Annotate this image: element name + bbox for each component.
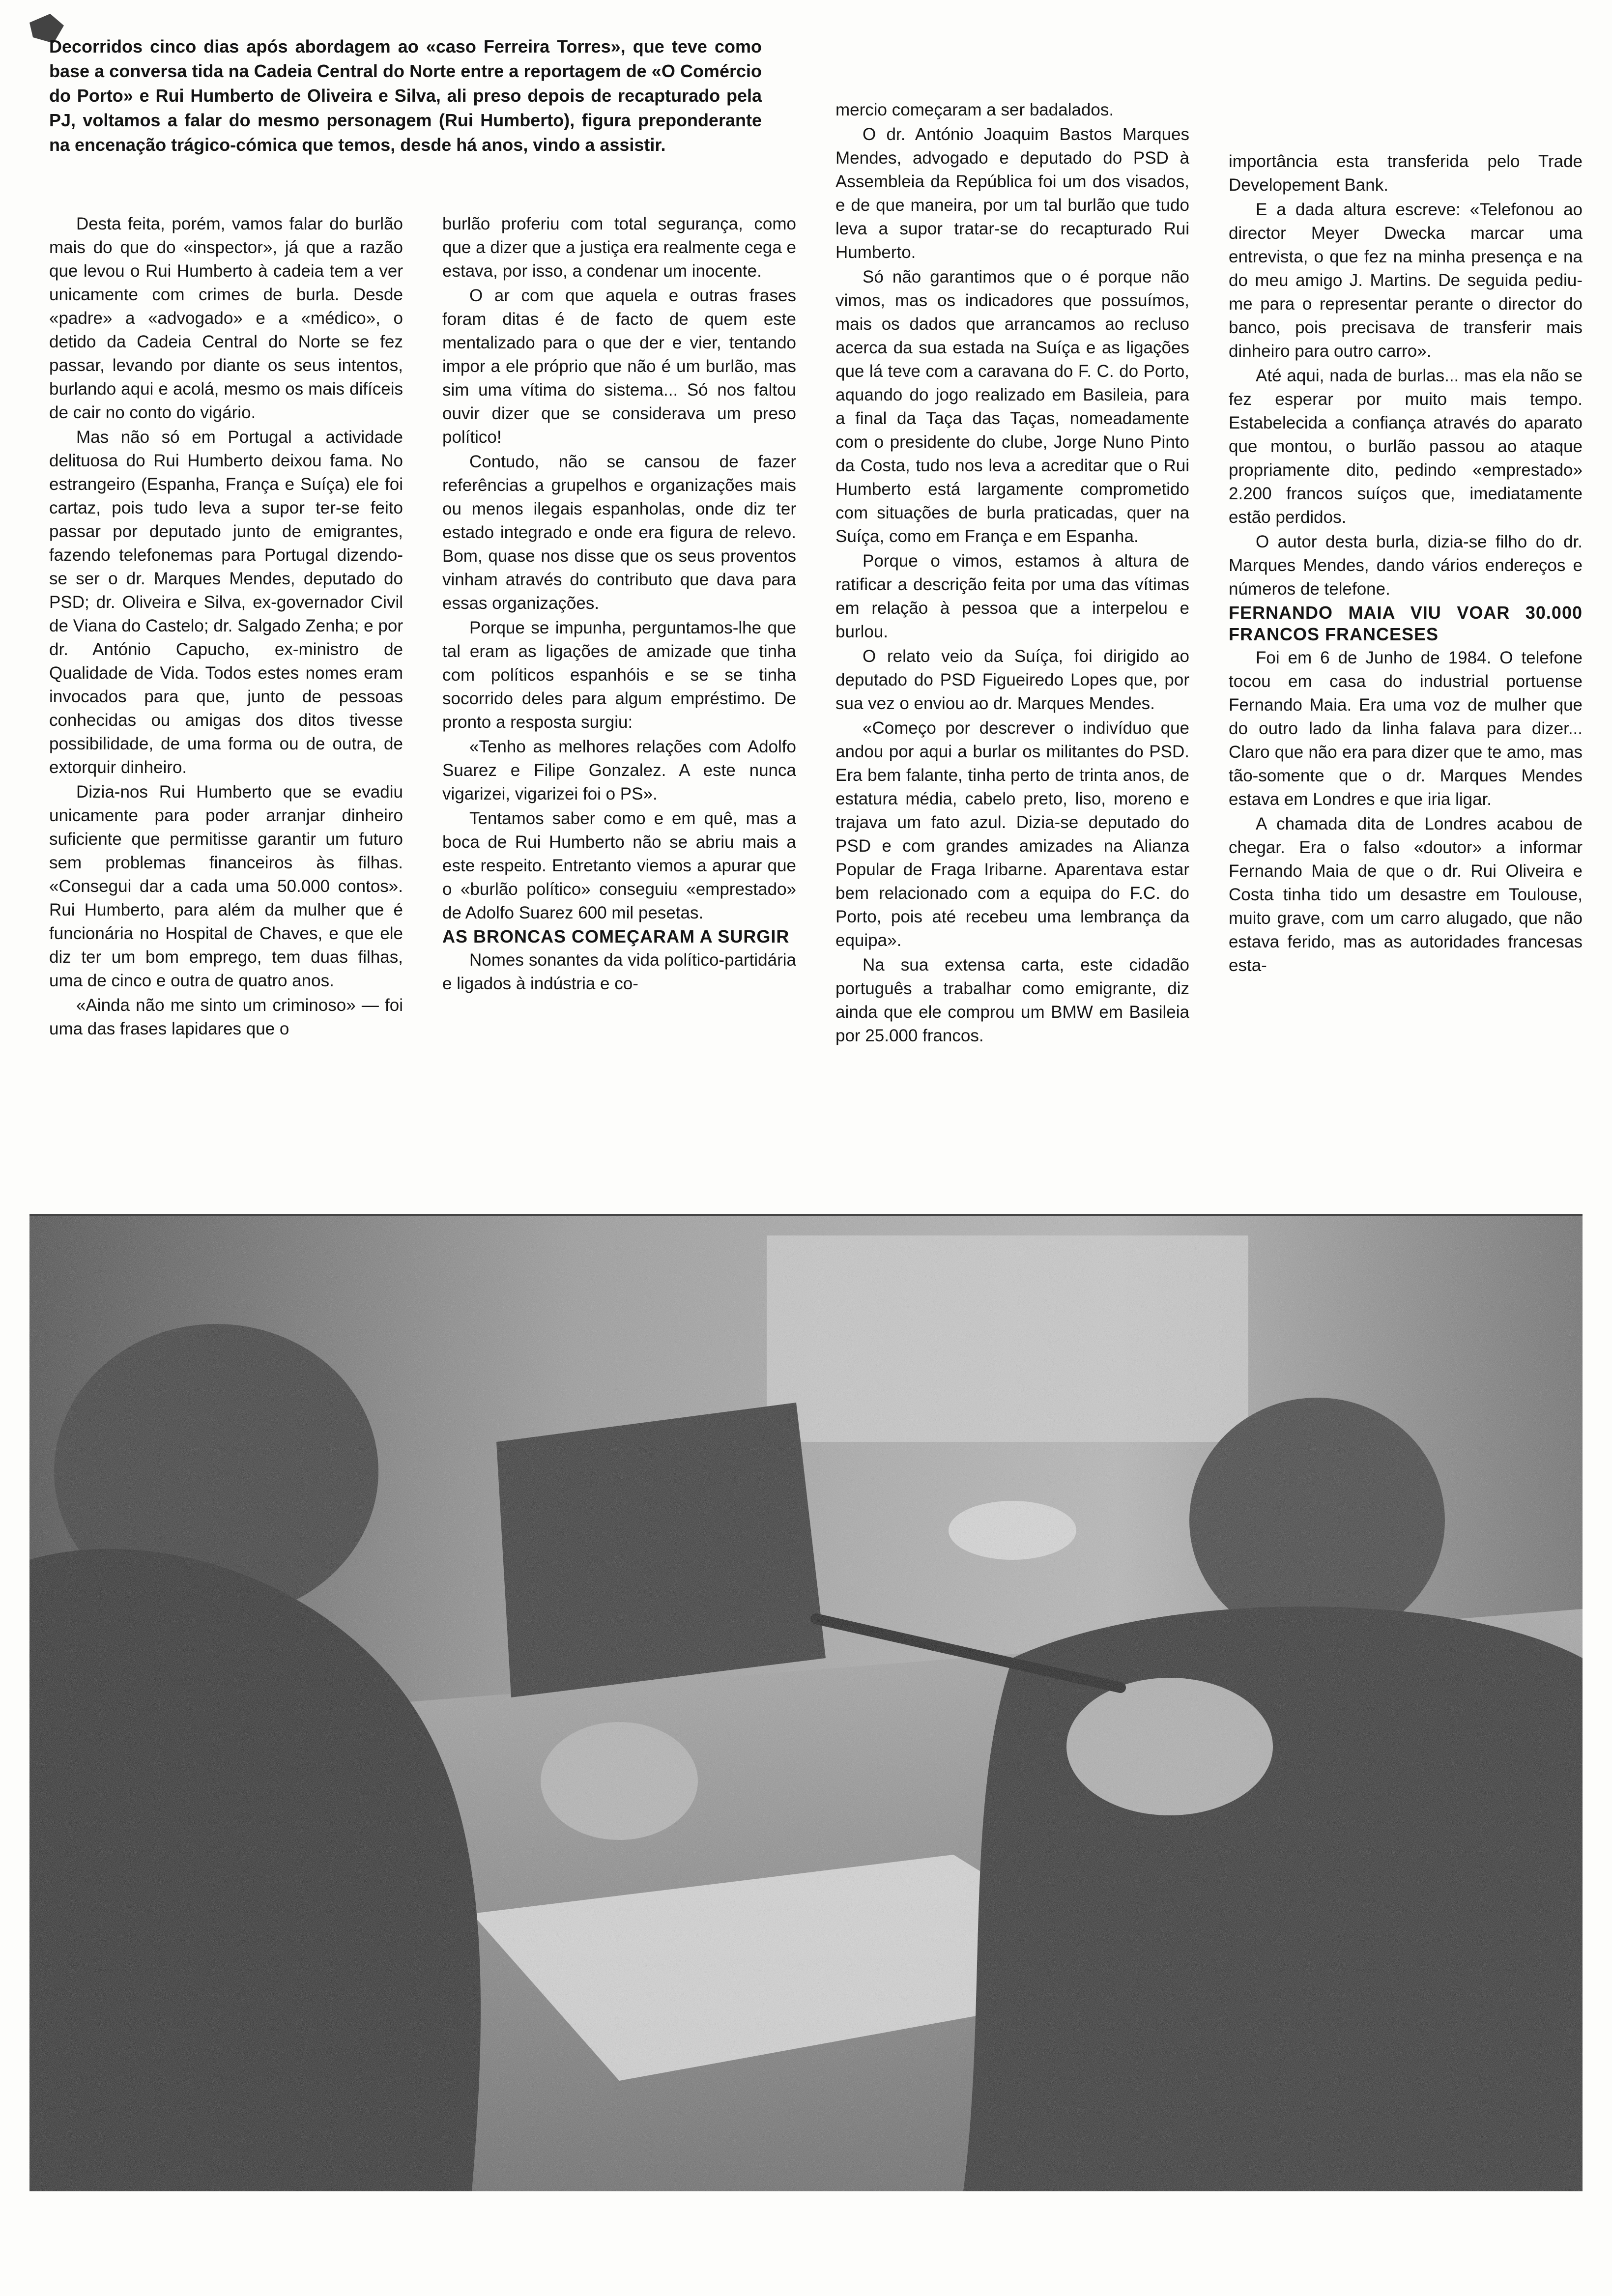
paragraph: Porque o vimos, estamos à altura de ratificar a descrição feita por uma das vítimas em relação à pessoa que a interpelou e burlou. xyxy=(835,551,1189,641)
photo-illustration xyxy=(29,1216,1583,2191)
paragraph: mercio começaram a ser badalados. xyxy=(835,100,1114,119)
paragraph: Foi em 6 de Junho de 1984. O telefone tocou em casa do industrial portuense Fernando Maia. Era uma voz de mulher que do outro lado da linha falava para dizer... Claro que não era para dizer que te amo, mas tão-somente que o dr. Marques Mendes estava em Londres e que iria ligar. xyxy=(1229,648,1583,809)
paragraph: Até aqui, nada de burlas... mas ela não se fez esperar por muito mais tempo. Estabelecida a confiança através do aparato que montou, o burlão passou ao ataque propriamente dito, pedindo «emprestado» 2.200 francos suíços que, imediatamente estão perdidos. xyxy=(1229,366,1583,527)
subheading: AS BRONCAS COMEÇARAM A SURGIR xyxy=(442,926,790,947)
paragraph: Na sua extensa carta, este cidadão português a trabalhar como emigrante, diz ainda que ele comprou um BMW em Basileia por 25.000 francos. xyxy=(835,955,1189,1045)
paragraph: Tentamos saber como e em quê, mas a boca de Rui Humberto não se abriu mais a este respeito. Entretanto viemos a apurar que o «burlão político» conseguiu «emprestado» de Adolfo Suarez 600 mil pesetas. xyxy=(442,809,796,922)
paragraph: Mas não só em Portugal a actividade delituosa do Rui Humberto deixou fama. No estrangeiro (Espanha, França e Suíça) ele foi cartaz, pois tudo leva a supor ter-se feito passar por deputado junto de emigrantes, fazendo telefonemas para Portugal dizendo-se ser o dr. Marques Mendes, deputado do PSD; dr. Oliveira e Silva, ex-governador Civil de Viana do Castelo; dr. Salgado Zenha; e por dr. António Capucho, ex-ministro de Qualidade de Vida. Todos estes nomes eram invocados para que, junto de pessoas conhecidas ou amigas dos ditos tivesse possibilidade, de uma forma ou de outra, de extorquir dinheiro. xyxy=(49,428,403,777)
column-2 xyxy=(442,212,796,996)
paragraph: importância esta transferida pelo Trade Developement Bank. xyxy=(1229,152,1583,195)
subheading: FERNANDO MAIA VIU VOAR 30.000 FRANCOS FRANCESES xyxy=(1229,603,1583,644)
paragraph: O dr. António Joaquim Bastos Marques Mendes, advogado e deputado do PSD à Assembleia da República foi um dos visados, e de que maneira, por um tal burlão que tudo leva a supor tratar-se do recapturado Rui Humberto. xyxy=(835,125,1189,262)
photo-grain xyxy=(29,1216,1583,2191)
interview-photo xyxy=(29,1214,1583,2191)
paragraph: E a dada altura escreve: «Telefonou ao director Meyer Dwecka marcar uma entrevista, o que fez na minha presença e na do meu amigo J. Martins. De seguida pediu-me para o representar perante o director do banco, pois precisava de transferir mais dinheiro para outro carro». xyxy=(1229,200,1583,361)
paragraph: A chamada dita de Londres acabou de chegar. Era o falso «doutor» a informar Fernando Maia de que o dr. Rui Oliveira e Costa tinha tido um desastre em Toulouse, muito grave, com um carro alugado, que não estava ferido, mas as autoridades francesas esta- xyxy=(1229,814,1583,975)
paragraph: Contudo, não se cansou de fazer referências a grupelhos e organizações mais ou menos ilegais espanholas, onde diz ter estado integrado e onde era figura de relevo. Bom, quase nos disse que os seus proventos vinham através do contributo que dava para essas organizações. xyxy=(442,452,796,613)
paragraph: O ar com que aquela e outras frases foram ditas é de facto de quem este mentalizado para o que der e vier, tentando impor a ele próprio que não é um burlão, mas sim uma vítima do sistema... Só nos faltou ouvir dizer que se considerava um preso político! xyxy=(442,286,796,447)
paragraph: burlão proferiu com total segurança, como que a dizer que a justiça era realmente cega e estava, por isso, a condenar um inocente. xyxy=(442,214,796,281)
paragraph: «Tenho as melhores relações com Adolfo Suarez e Filipe Gonzalez. A este nunca vigarizei, vigarizei foi o PS». xyxy=(442,737,796,804)
paragraph: O autor desta burla, dizia-se filho do dr. Marques Mendes, dando vários endereços e números de telefone. xyxy=(1229,532,1583,599)
article-lead: Decorridos cinco dias após abordagem ao «caso Ferreira Torres», que teve como base a conversa tida na Cadeia Central do Norte entre a reportagem de «O Comércio do Porto» e Rui Humberto de Oliveira e Silva, ali preso depois de recapturado pela PJ, voltamos a falar do mesmo personagem (Rui Humberto), figura preponderante na encenação trágico-cómica que temos, desde há anos, vindo a assistir. xyxy=(49,36,762,155)
column-1 xyxy=(49,212,403,1041)
column-4 xyxy=(1229,150,1583,977)
paragraph: Dizia-nos Rui Humberto que se evadiu unicamente para poder arranjar dinheiro suficiente que permitisse garantir um futuro sem problemas financeiros às filhas. «Consegui dar a cada uma 50.000 contos». Rui Humberto, para além da mulher que é funcionária no Hospital de Chaves, e que ele diz ter um bom emprego, tem duas filhas, uma de cinco e outra de quatro anos. xyxy=(49,782,403,990)
paragraph: Porque se impunha, perguntamos-lhe que tal eram as ligações de amizade que tinha com políticos espanhóis e se se tinha socorrido deles para algum empréstimo. De pronto a resposta surgiu: xyxy=(442,618,796,732)
paragraph: Só não garantimos que o é porque não vimos, mas os indicadores que possuímos, mais os dados que arrancamos ao recluso acerca da sua estada na Suíça e as ligações que lá teve com a caravana do F. C. do Porto, aquando do jogo realizado em Basileia, para a final da Taça das Taças, nomeadamente com o presidente do clube, Jorge Nuno Pinto da Costa, tudo nos leva a acreditar que o Rui Humberto está largamente comprometido com situações de burla praticadas, quer na Suíça, como em França e em Espanha. xyxy=(835,267,1189,546)
paragraph: Desta feita, porém, vamos falar do burlão mais do que do «inspector», já que a razão que levou o Rui Humberto à cadeia tem a ver unicamente com crimes de burla. Desde «padre» a «advogado» e a «médico», o detido da Cadeia Central do Norte se fez passar, levando por diante os seus intentos, burlando aqui e acolá, mesmo os mais difíceis de cair no conto do vigário. xyxy=(49,214,403,422)
paragraph: Nomes sonantes da vida político-partidária e ligados à indústria e co- xyxy=(442,950,796,993)
paragraph: «Começo por descrever o indivíduo que andou por aqui a burlar os militantes do PSD. Era bem falante, tinha perto de trinta anos, de estatura média, cabelo preto, liso, moreno e trajava um fato azul. Dizia-se deputado do PSD e com grandes amizades na Alianza Popular de Fraga Iribarne. Aparentava estar bem relacionado com a equipa do F.C. do Porto, pois até recebeu uma lembrança da equipa». xyxy=(835,718,1189,950)
column-3 xyxy=(835,98,1189,1048)
paragraph: «Ainda não me sinto um criminoso» — foi uma das frases lapidares que o xyxy=(49,996,403,1038)
paragraph: O relato veio da Suíça, foi dirigido ao deputado do PSD Figueiredo Lopes que, por sua vez o enviou ao dr. Marques Mendes. xyxy=(835,647,1189,713)
